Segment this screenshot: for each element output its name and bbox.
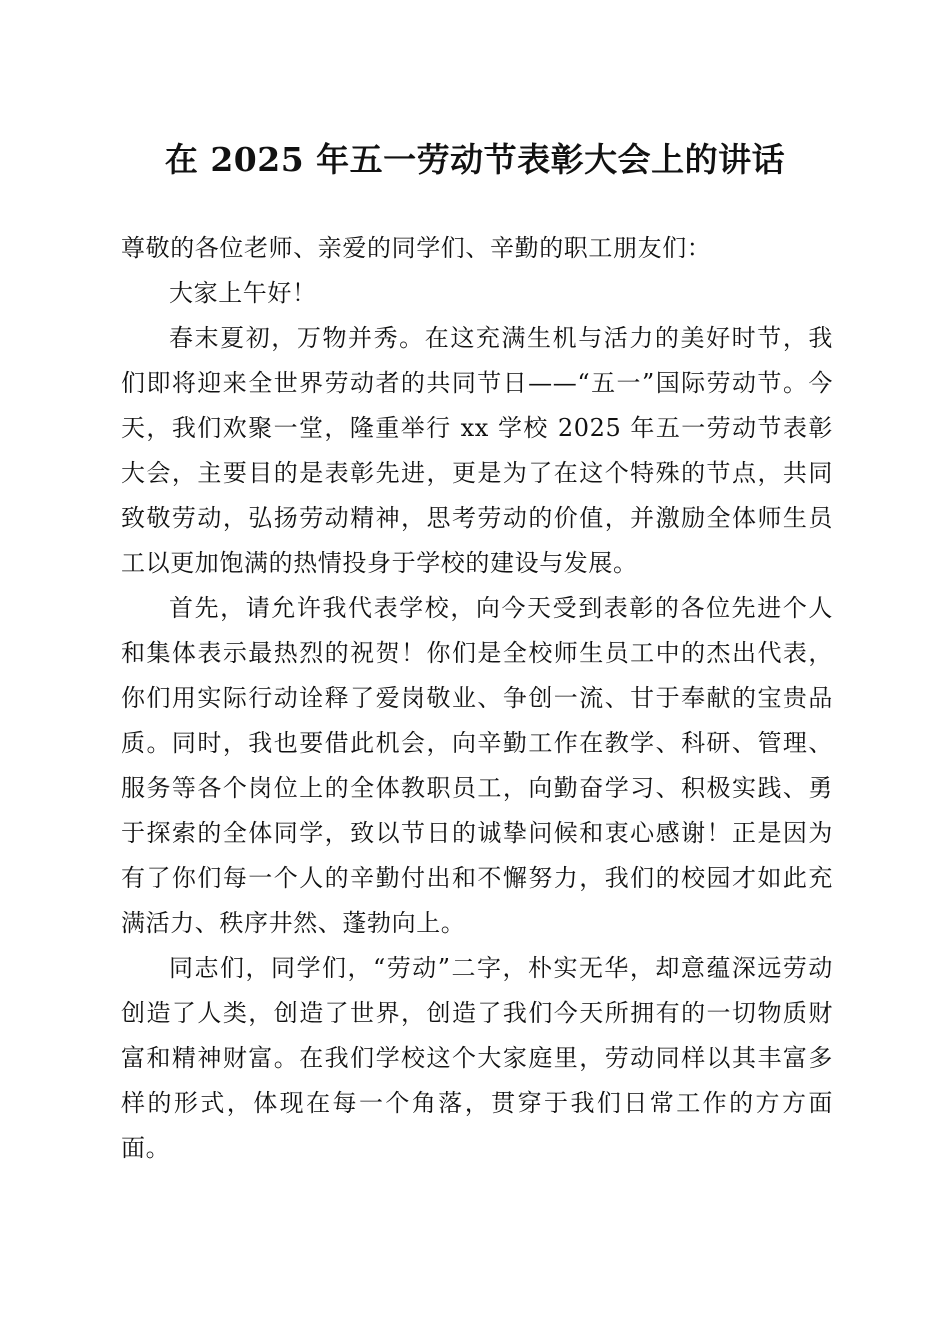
paragraph-3: 同志们，同学们，“劳动”二字，朴实无华，却意蕴深远劳动创造了人类，创造了世界，创造了我们今天所拥有的一切物质财富和精神财富。在我们学校这个大家庭里，劳动同样以其丰富多样的形式，体现在每一个角落，贯穿于我们日常工作的方方面面。 xyxy=(121,954,833,1162)
paragraph-1: 春末夏初，万物并秀。在这充满生机与活力的美好时节，我们即将迎来全世界劳动者的共同节日——“五一”国际劳动节。今天，我们欢聚一堂，隆重举行 xx 学校 2025 年五一劳动节表彰大会，主要目的是表彰先进，更是为了在这个特殊的节点，共同致敬劳动，弘扬劳动精神，思考劳动的价值，并激励全体师生员工以更加饱满的热情投身于学校的建设与发展。 xyxy=(121,324,833,577)
salutation: 尊敬的各位老师、亲爱的同学们、辛勤的职工朋友们： xyxy=(121,234,712,262)
document-body xyxy=(121,226,833,1171)
paragraph-2: 首先，请允许我代表学校，向今天受到表彰的各位先进个人和集体表示最热烈的祝贺！你们是全校师生员工中的杰出代表，你们用实际行动诠释了爱岗敬业、争创一流、甘于奉献的宝贵品质。同时，我也要借此机会，向辛勤工作在教学、科研、管理、服务等各个岗位上的全体教职员工，向勤奋学习、积极实践、勇于探索的全体同学，致以节日的诚挚问候和衷心感谢！正是因为有了你们每一个人的辛勤付出和不懈努力，我们的校园才如此充满活力、秩序井然、蓬勃向上。 xyxy=(121,594,833,937)
greeting: 大家上午好！ xyxy=(169,279,317,307)
page-title: 在 2025 年五一劳动节表彰大会上的讲话 xyxy=(164,140,786,179)
